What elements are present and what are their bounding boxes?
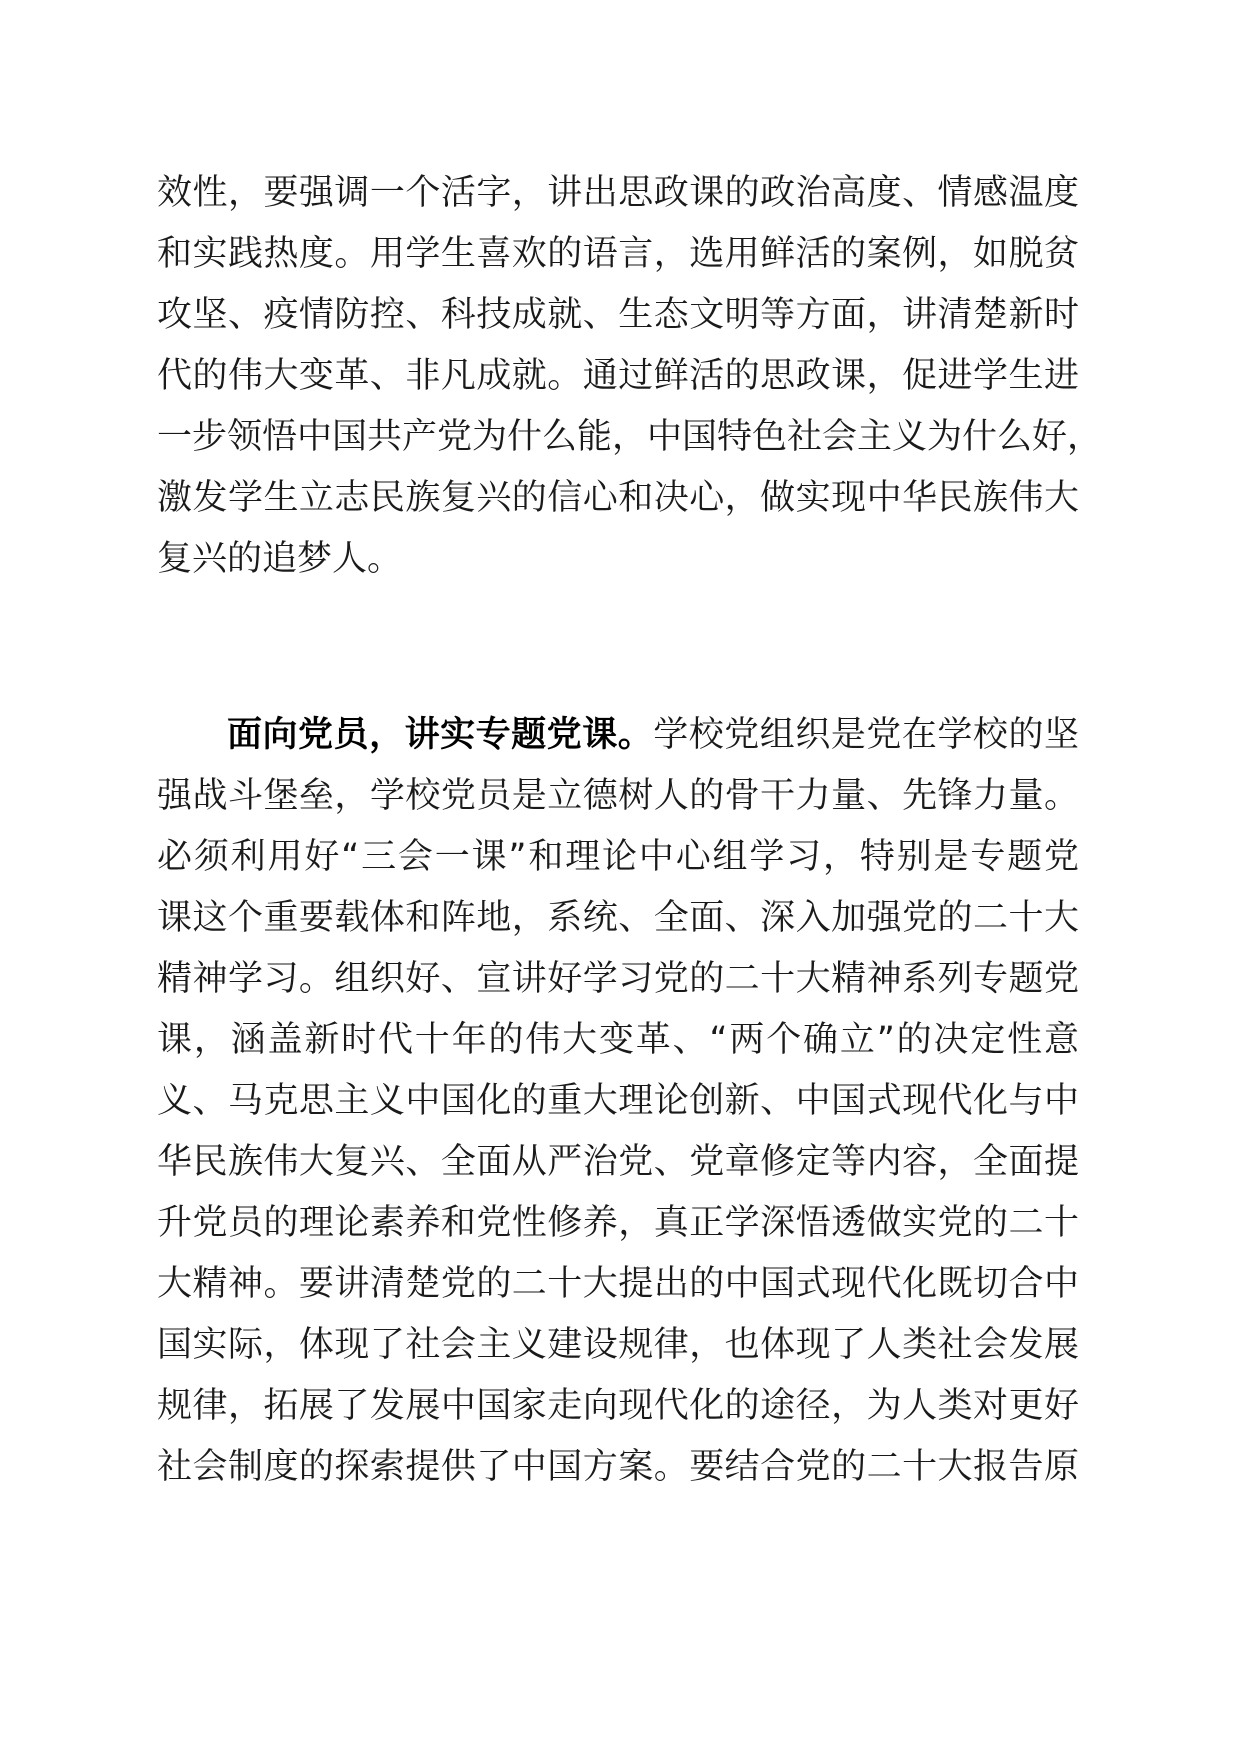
paragraph-line: 规律，拓展了发展中国家走向现代化的途径，为人类对更好: [157, 1386, 1079, 1426]
paragraph-line: 必须利用好“三会一课”和理论中心组学习，特别是专题党: [157, 837, 1079, 877]
paragraph-line: 课这个重要载体和阵地，系统、全面、深入加强党的二十大: [157, 898, 1079, 938]
paragraph-line: 华民族伟大复兴、全面从严治党、党章修定等内容，全面提: [157, 1142, 1079, 1182]
paragraph-line: 攻坚、疫情防控、科技成就、生态文明等方面，讲清楚新时: [157, 295, 1079, 335]
paragraph-line: 精神学习。组织好、宣讲好学习党的二十大精神系列专题党: [157, 959, 1079, 999]
paragraph-line: 课，涵盖新时代十年的伟大变革、“两个确立”的决定性意: [157, 1020, 1079, 1060]
paragraph-line: 激发学生立志民族复兴的信心和决心，做实现中华民族伟大: [157, 478, 1079, 518]
section-heading: 面向党员，讲实专题党课。: [227, 715, 654, 755]
paragraph-line: 一步领悟中国共产党为什么能，中国特色社会主义为什么好，: [157, 417, 1103, 457]
paragraph-line: 升党员的理论素养和党性修养，真正学深悟透做实党的二十: [157, 1203, 1079, 1243]
paragraph-line-rest: 学校党组织是党在学校的坚: [653, 715, 1079, 755]
paragraph-line: 国实际，体现了社会主义建设规律，也体现了人类社会发展: [157, 1325, 1079, 1365]
paragraph-line: 义、马克思主义中国化的重大理论创新、中国式现代化与中: [157, 1081, 1079, 1121]
paragraph-line: 复兴的追梦人。: [157, 539, 403, 579]
paragraph-first-line: [227, 704, 1079, 766]
paragraph-line: 效性，要强调一个活字，讲出思政课的政治高度、情感温度: [157, 173, 1079, 213]
paragraph-line: 社会制度的探索提供了中国方案。要结合党的二十大报告原: [157, 1447, 1079, 1487]
paragraph-line: 强战斗堡垒，学校党员是立德树人的骨干力量、先锋力量。: [157, 776, 1079, 816]
paragraph-line: 代的伟大变革、非凡成就。通过鲜活的思政课，促进学生进: [157, 356, 1079, 396]
paragraph-line: 和实践热度。用学生喜欢的语言，选用鲜活的案例，如脱贫: [157, 234, 1079, 274]
paragraph-line: 大精神。要讲清楚党的二十大提出的中国式现代化既切合中: [157, 1264, 1079, 1304]
